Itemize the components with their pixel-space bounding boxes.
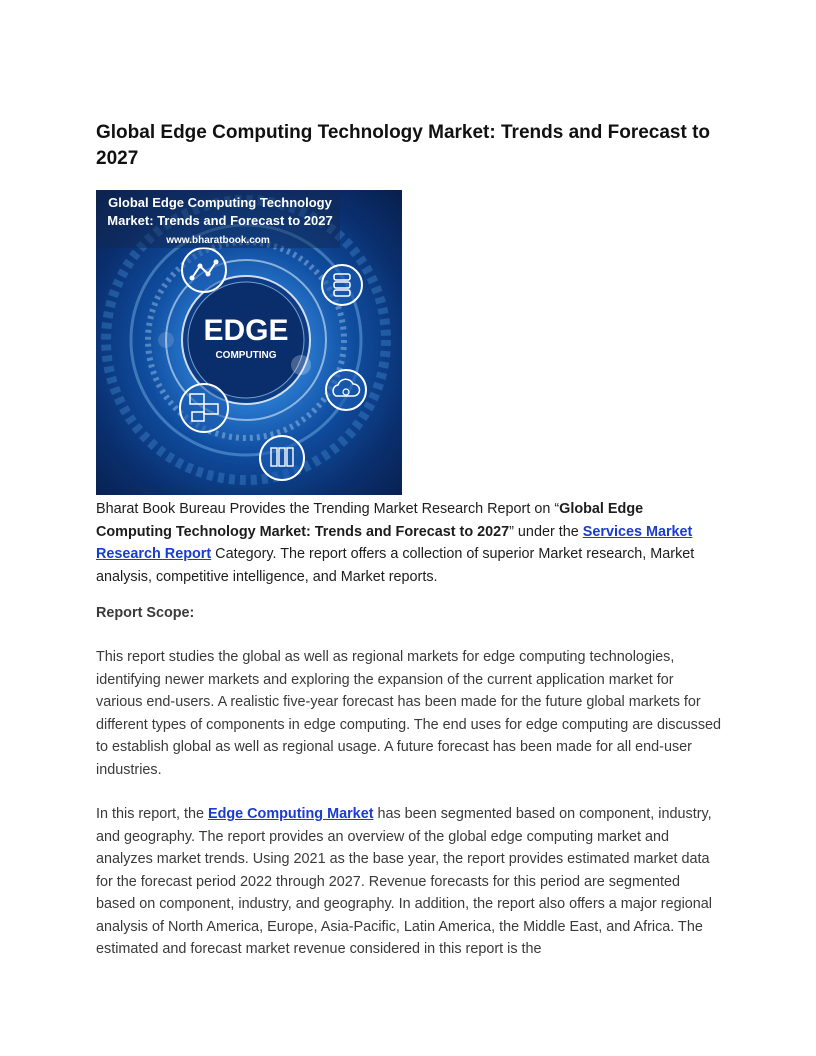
- graph-icon: [182, 248, 226, 292]
- hero-banner-url: www.bharatbook.com: [166, 235, 270, 246]
- intro-prefix: Bharat Book Bureau Provides the Trending Market Research Report on “: [96, 501, 560, 517]
- server-icon: [322, 265, 362, 305]
- segment-suffix: has been segmented based on component, industry, and geography. The report provides an overview of the global edge computing market and analyzes market trends. Using 2021 as the base year, the report provides estimated market data for the forecast period 2022 through 2027. Revenue forecasts for this period are segmented based on component, industry, and geography. In addition, the report also offers a major regional analysis of North America, Europe, Asia-Pacific, Latin America, the Middle East, and Africa. The estimated and forecast market revenue considered in this report is the: [96, 806, 712, 957]
- intro-mid: ” under the: [509, 523, 583, 540]
- segment-prefix: In this report, the: [96, 806, 208, 822]
- hero-banner-title: Global Edge Computing Technology Market: Trends and Forecast to 2027: [107, 195, 333, 228]
- intro-suffix: Category. The report offers a collection of superior Market research, Market analysis, competitive intelligence, and Market reports.: [96, 546, 695, 585]
- hero-image: [96, 190, 402, 495]
- network-computers-icon: [180, 384, 228, 432]
- page-title: Global Edge Computing Technology Market: Trends and Forecast to 2027: [96, 122, 711, 169]
- hero-center-word-2: COMPUTING: [215, 350, 277, 361]
- storage-rack-icon: [260, 436, 304, 480]
- services-market-research-report-link[interactable]: Services Market Research Report: [96, 523, 693, 562]
- report-scope-heading: Report Scope:: [96, 605, 195, 621]
- cloud-sync-icon: [326, 370, 366, 410]
- segment-paragraph: [96, 803, 722, 961]
- scope-paragraph: This report studies the global as well as regional markets for edge computing technologies, identifying newer markets and exploring the expansion of the current application market for various end-users. A realistic five-year forecast has been made for the future global markets for different types of components in edge computing. The end uses for edge computing are discussed to establish global as well as regional usage. A future forecast has been made for all end-user industries.: [96, 649, 722, 778]
- edge-computing-market-link[interactable]: Edge Computing Market: [207, 806, 374, 822]
- intro-paragraph: [96, 498, 722, 588]
- hero-banner: [96, 190, 340, 248]
- intro-report-name: Global Edge Computing Technology Market: Trends and Forecast to 2027: [96, 501, 644, 540]
- hero-center-word-1: EDGE: [203, 314, 289, 347]
